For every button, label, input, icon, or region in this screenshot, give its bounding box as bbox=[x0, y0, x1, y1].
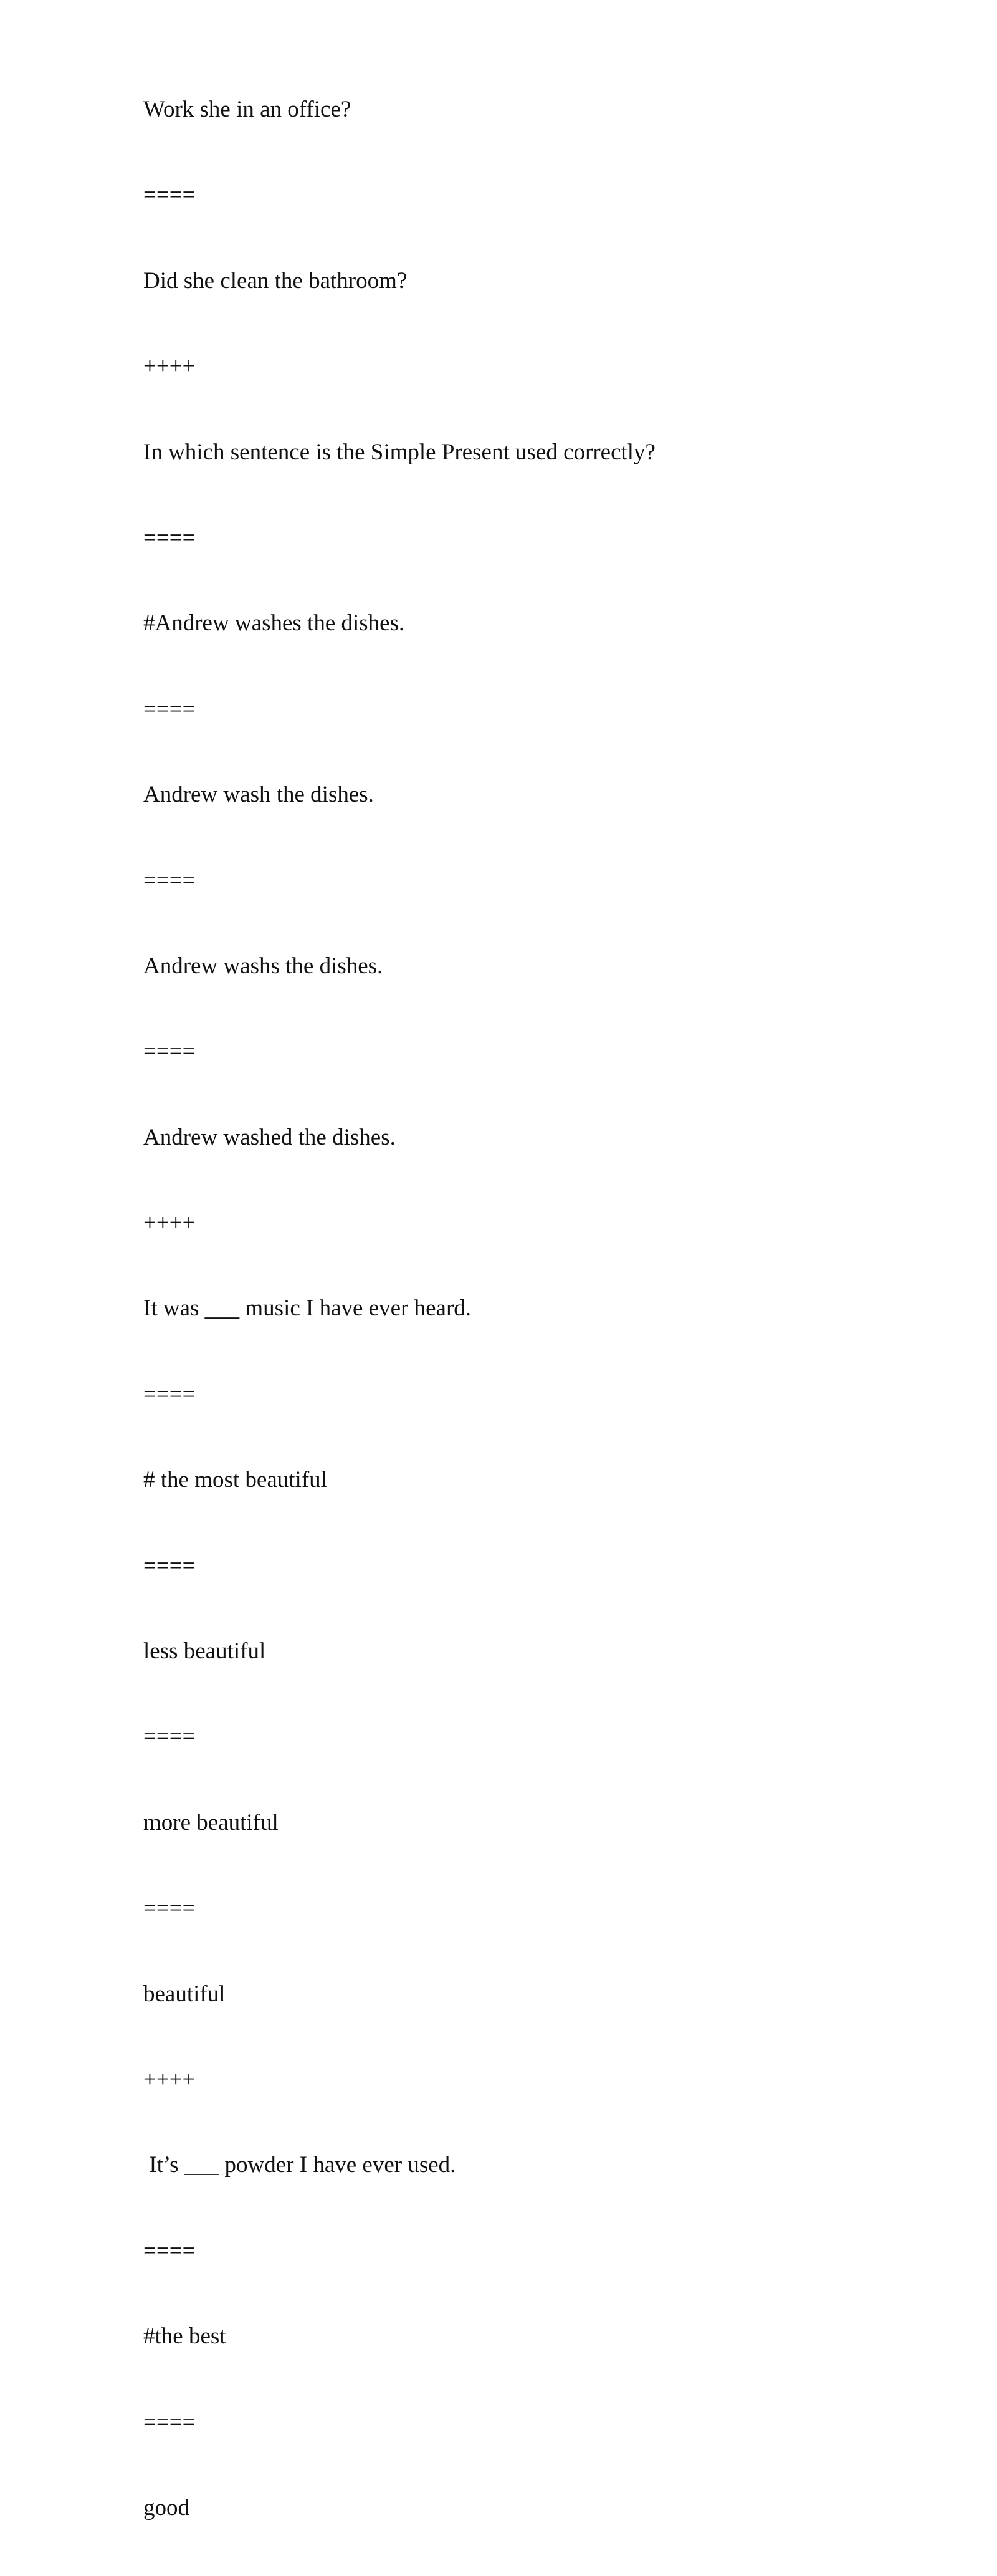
separator-line: ==== bbox=[143, 1724, 196, 1750]
question-line: In which sentence is the Simple Present used correctly? bbox=[143, 439, 656, 465]
question-line: Work she in an office? bbox=[143, 97, 351, 122]
answer-line: more beautiful bbox=[143, 1809, 279, 1835]
correct-answer-line: #the best bbox=[143, 2324, 226, 2350]
separator-line: ==== bbox=[143, 696, 196, 722]
separator-line: ==== bbox=[143, 2237, 196, 2264]
separator-line: ==== bbox=[143, 1552, 196, 1579]
correct-answer-line: # the most beautiful bbox=[143, 1467, 327, 1493]
answer-line: less beautiful bbox=[143, 1638, 266, 1665]
question-separator-line: ++++ bbox=[143, 2066, 196, 2092]
question-line: It’s ___ powder I have ever used. bbox=[143, 2152, 456, 2178]
answer-line: Andrew washed the dishes. bbox=[143, 1124, 396, 1150]
answer-line: beautiful bbox=[143, 1981, 226, 2007]
question-line: It was ___ music I have ever heard. bbox=[143, 1295, 472, 1322]
answer-line: Andrew washs the dishes. bbox=[143, 953, 383, 979]
answer-line: Andrew wash the dishes. bbox=[143, 782, 374, 808]
answer-line: good bbox=[143, 2494, 189, 2521]
correct-answer-line: #Andrew washes the dishes. bbox=[143, 610, 405, 637]
answer-line: Did she clean the bathroom? bbox=[143, 267, 408, 294]
document-body bbox=[143, 92, 656, 2576]
separator-line: ==== bbox=[143, 1039, 196, 1065]
separator-line: ==== bbox=[143, 1381, 196, 1407]
separator-line: ==== bbox=[143, 867, 196, 893]
question-separator-line: ++++ bbox=[143, 1210, 196, 1236]
separator-line: ==== bbox=[143, 1895, 196, 1921]
separator-line: ==== bbox=[143, 524, 196, 550]
separator-line: ==== bbox=[143, 2409, 196, 2435]
separator-line: ==== bbox=[143, 182, 196, 208]
question-separator-line: ++++ bbox=[143, 353, 196, 380]
